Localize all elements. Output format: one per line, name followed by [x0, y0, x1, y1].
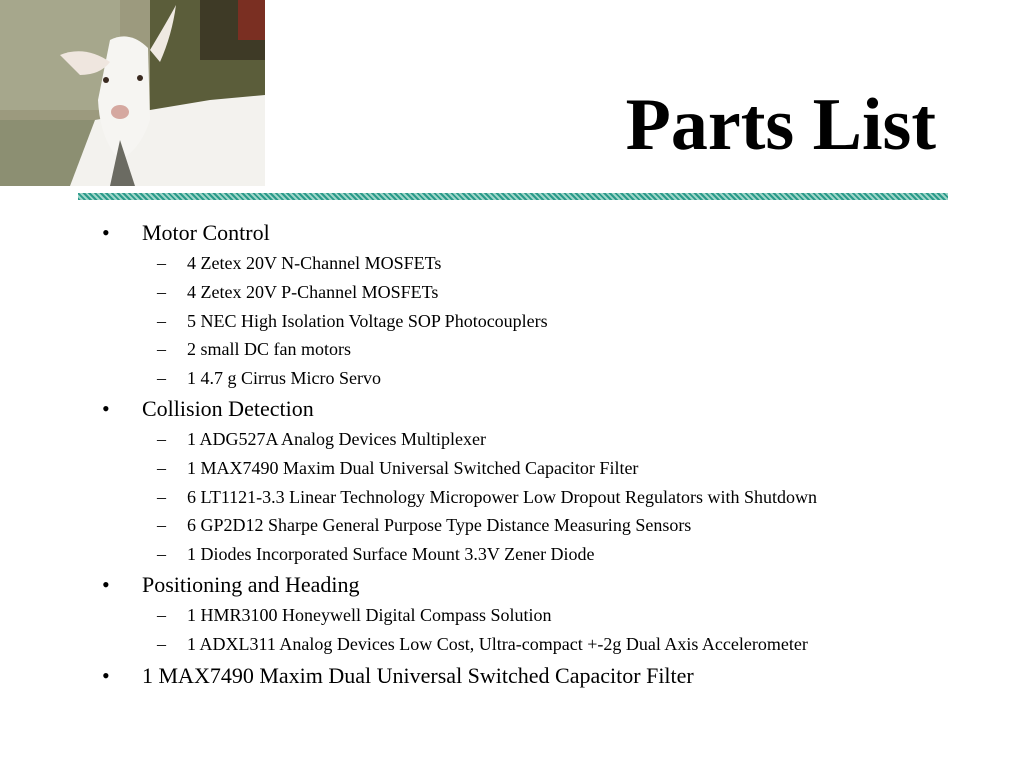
item-text: 1 MAX7490 Maxim Dual Universal Switched Capacitor Filter [187, 458, 639, 478]
bullet: • [102, 663, 110, 688]
bullet: • [102, 396, 110, 421]
goat-photo [0, 0, 265, 186]
item-text: 1 ADXL311 Analog Devices Low Cost, Ultra-compact +-2g Dual Axis Accelerometer [187, 634, 808, 654]
bullet: • [102, 572, 110, 597]
item-text: 1 ADG527A Analog Devices Multiplexer [187, 429, 486, 449]
item-text: 5 NEC High Isolation Voltage SOP Photocouplers [187, 311, 548, 331]
sub-bullet: – [157, 282, 166, 302]
sub-bullet: – [157, 458, 166, 478]
item-text: 6 GP2D12 Sharpe General Purpose Type Distance Measuring Sensors [187, 515, 692, 535]
section-label: Collision Detection [142, 396, 314, 421]
item-text: 1 HMR3100 Honeywell Digital Compass Solution [187, 605, 552, 625]
bullet: • [102, 220, 110, 245]
title-divider [78, 193, 948, 200]
sub-bullet: – [157, 605, 166, 625]
item-text: 2 small DC fan motors [187, 339, 351, 359]
slide-title: Parts List [625, 84, 936, 166]
item-text: 4 Zetex 20V N-Channel MOSFETs [187, 253, 442, 273]
item-text: 1 4.7 g Cirrus Micro Servo [187, 368, 381, 388]
sub-bullet: – [157, 515, 166, 535]
sub-bullet: – [157, 544, 166, 564]
sub-bullet: – [157, 429, 166, 449]
item-text: 4 Zetex 20V P-Channel MOSFETs [187, 282, 439, 302]
item-text: 1 Diodes Incorporated Surface Mount 3.3V Zener Diode [187, 544, 595, 564]
section-label: 1 MAX7490 Maxim Dual Universal Switched Capacitor Filter [142, 663, 694, 688]
sub-bullet: – [157, 253, 166, 273]
item-text: 6 LT1121-3.3 Linear Technology Micropower Low Dropout Regulators with Shutdown [187, 487, 817, 507]
sub-bullet: – [157, 339, 166, 359]
goat-photo-graphic [0, 0, 265, 186]
section-label: Motor Control [142, 220, 270, 245]
sub-bullet: – [157, 311, 166, 331]
sub-bullet: – [157, 368, 166, 388]
sub-bullet: – [157, 487, 166, 507]
section-label: Positioning and Heading [142, 572, 360, 597]
sub-bullet: – [157, 634, 166, 654]
